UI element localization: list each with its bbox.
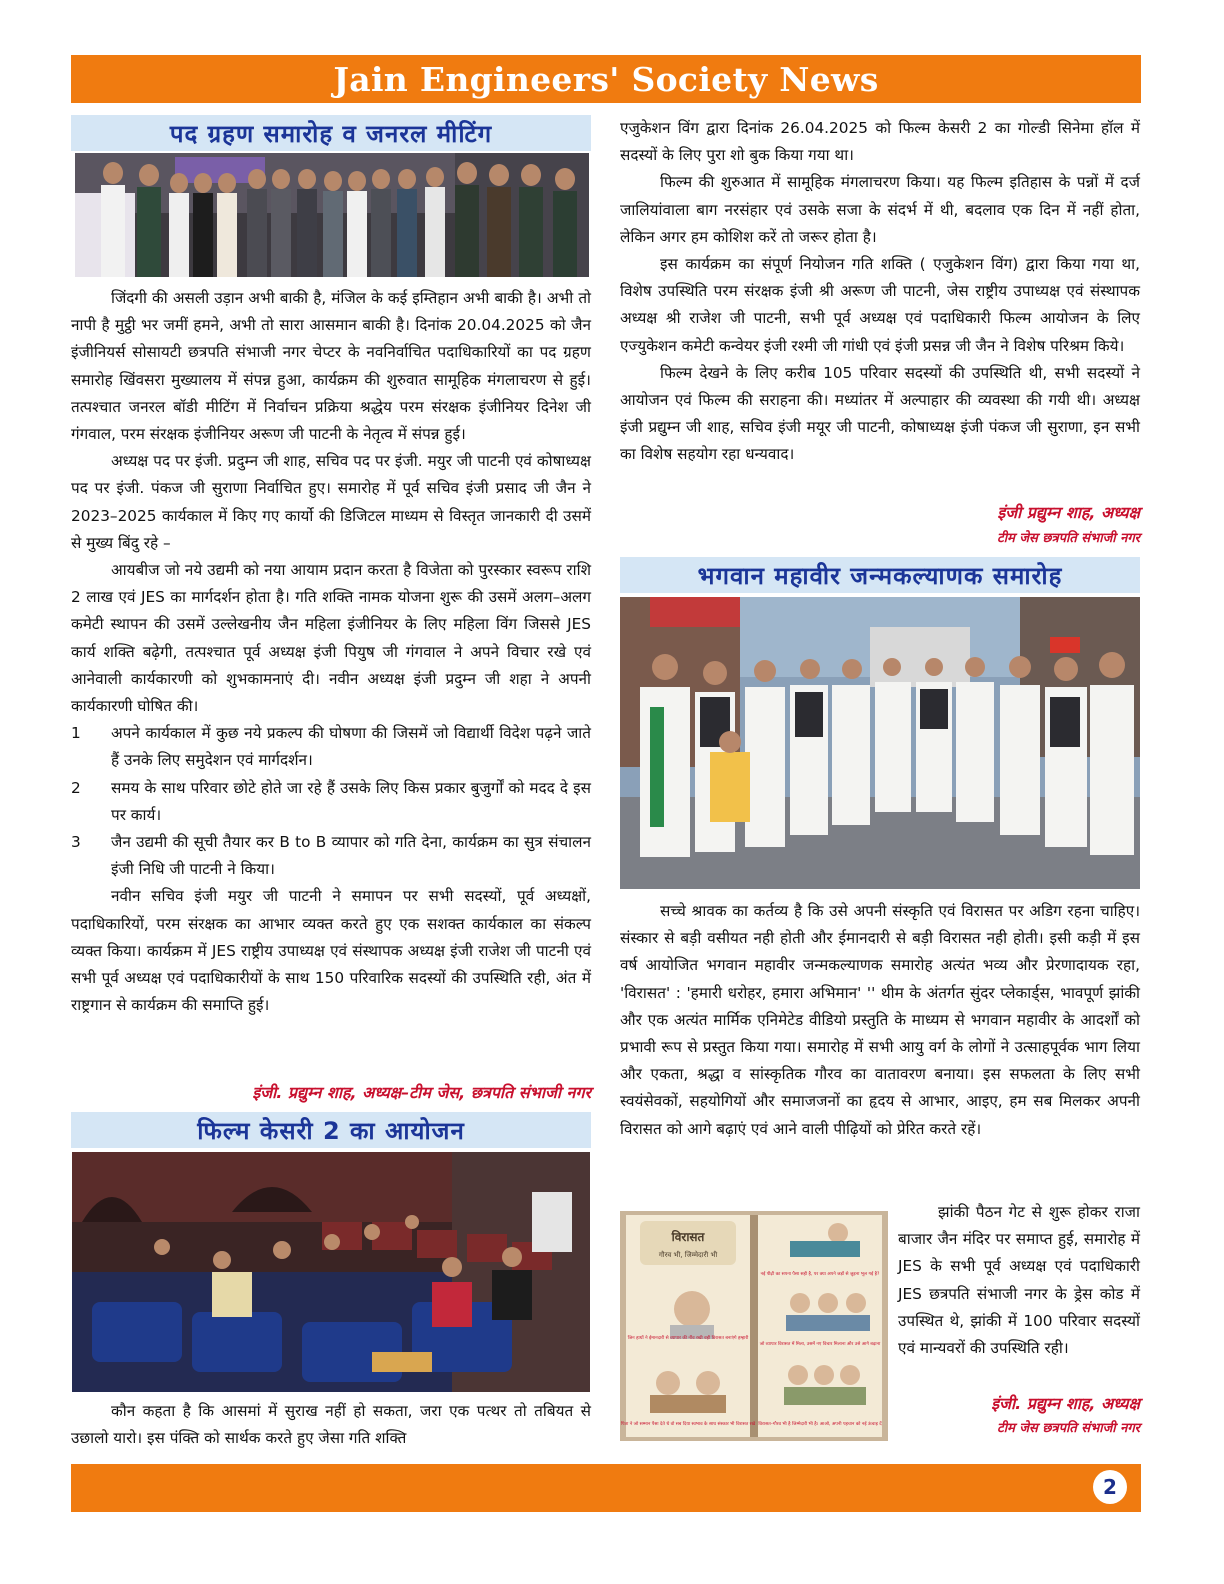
list-item — [71, 720, 591, 774]
article-paragraph: जिंदगी की असली उड़ान अभी बाकी है, मंजिल के कई इम्तिहान अभी बाकी है। अभी तो नापी है मुट्ठी भर जमीं हमने, अभी तो सारा आसमान बाकी है। दिनांक 20.04.2025 को जैन इंजीनियर्स सोसायटी छत्रपति संभाजी नगर चेप्टर के नवनिर्वाचित पदाधिकारियों का पद ग्रहण समारोह खिंवसरा मुख्यालय में संपन्न हुआ, कार्यक्रम की शुरुवात सामूहिक मंगलाचरण से हुई। तत्पश्चात जनरल बॉडी मीटिंग में निर्वाचन प्रक्रिया श्रद्धेय परम संरक्षक इंजीनियर दिनेश जी गंगवाल, परम संरक्षक इंजीनियर अरूण जी पाटनी के नेतृत्व में संपन्न हुई। — [71, 289, 591, 444]
footer-bar — [71, 1464, 1141, 1512]
installation-signature — [71, 1081, 591, 1103]
photo-cinema-hall — [72, 1152, 590, 1392]
section-title-text: भगवान महावीर जन्मकल्याणक समारोह — [697, 561, 1063, 590]
article-paragraph: आयबीज जो नये उद्यमी को नया आयाम प्रदान करता है विजेता को पुरस्कार स्वरूप राशि 2 लाख एवं JES का मार्गदर्शन होता है। गति शक्ति नामक योजना शुरू की उसमें अलग–अलग कमेटी स्थापन की उसमें उल्लेखनीय जैन महिला इंजीनियर के लिए महिला विंग जिससे JES कार्य शक्ति बढ़ेगी, तत्पश्चात पूर्व अध्यक्ष इंजी पियुष जी गंगवाल ने अपने विचार रखे एवं आनेवाली कार्यकारणी को शुभकामनाएं दी। नवीन अध्यक्ष इंजी प्रदुम्न जी शहा ने अपनी कार्यकारणी घोषित की। — [71, 561, 591, 716]
film-signature — [620, 500, 1140, 552]
section-title-film — [71, 1112, 591, 1148]
photo-procession-group — [620, 597, 1140, 889]
list-text: जैन उद्यमी की सूची तैयार कर B to B व्यापार को गति देना, कार्यक्रम का सुत्र संचालन इंजी निधि जी पाटनी ने किया। — [111, 833, 591, 879]
article-paragraph: नवीन सचिव इंजी मयुर जी पाटनी ने समापन पर सभी सदस्यों, पूर्व अध्यक्षों, पदाधिकारियों, परम संरक्षक का आभार व्यक्त करते हुए एक सशक्त कार्यकाल का संकल्प व्यक्त किया। कार्यक्रम में JES राष्ट्रीय उपाध्यक्ष एवं संस्थापक अध्यक्ष इंजी राजेश जी पाटनी एवं सभी पूर्व अध्यक्ष एवं पदाधिकारीयों के साथ 150 परिवारिक सदस्यों की उपस्थिति रही, अंत में राष्ट्रगान से कार्यक्रम की समाप्ति हुई। — [71, 887, 591, 1015]
signature-name: इंजी. प्रद्युम्न शाह, अध्यक्ष — [991, 1394, 1140, 1413]
list-number: 2 — [71, 778, 81, 797]
masthead-title: Jain Engineers' Society News — [333, 59, 879, 99]
article-paragraph: एजुकेशन विंग द्वारा दिनांक 26.04.2025 को फिल्म केसरी 2 का गोल्डी सिनेमा हॉल में सदस्यों के लिए पुरा शो बुक किया गया था। — [620, 119, 1140, 165]
signature-name: इंजी प्रद्युम्न शाह, अध्यक्ष — [997, 503, 1140, 522]
placard-caption: नई पीढ़ी का सपना पैसा सही है, पर क्या अपने जड़ों से जुड़ना भूल गई है? — [760, 1272, 880, 1277]
list-text: समय के साथ परिवार छोटे होते जा रहे हैं उसके लिए किस प्रकार बुजुर्गों को मदद दे इस पर कार्य। — [111, 778, 591, 824]
article-paragraph: कौन कहता है कि आसमां में सुराख नहीं हो सकता, जरा एक पत्थर तो तबियत से उछालो यारो। इस पंक्ति को सार्थक करते हुए जेसा गति शक्ति — [71, 1402, 591, 1448]
masthead-bar — [71, 55, 1141, 103]
mahavir-side-article — [898, 1199, 1140, 1362]
article-paragraph: फिल्म देखने के लिए करीब 105 परिवार सदस्यों की उपस्थिति थी, सभी सदस्यों ने आयोजन एवं फिल्म की सराहना की। मध्यांतर में अल्पाहार की व्यवस्था की गयी थी। अध्यक्ष इंजी प्रद्युम्न जी शाह, सचिव इंजी मयूर जी पाटनी, कोषाध्यक्ष इंजी पंकज जी सुराणा, इन सभी का विशेष सहयोग रहा धन्यवाद। — [620, 363, 1140, 464]
signature-team: टीम जेस छत्रपति संभाजी नगर — [997, 1421, 1140, 1436]
section-title-mahavir — [620, 557, 1140, 593]
signature-team: टीम जेस छत्रपति संभाजी नगर — [997, 531, 1140, 546]
placard-heritage — [620, 1211, 888, 1441]
initiatives-list — [71, 720, 591, 883]
installation-article — [71, 285, 591, 1019]
list-item — [71, 775, 591, 829]
article-paragraph: इस कार्यक्रम का संपूर्ण नियोजन गति शक्ति ( एजुकेशन विंग) द्वारा किया गया था, विशेष उपस्थिति परम संरक्षक इंजी श्री अरूण जी पाटनी, जेस राष्ट्रीय उपाध्यक्ष एवं संस्थापक अध्यक्ष श्री राजेश जी पाटनी, सभी पूर्व अध्यक्ष एवं पदाधिकारी फिल्म आयोजन के लिए एज्युकेशन कमेटी कन्वेयर इंजी रश्मी जी गांधी एवं इंजी प्रसन्न जी जैन ने विशेष परिश्रम किये। — [620, 255, 1140, 355]
placard-caption: पिता ने जो सम्मान पैसा देते थे वो सब दिया स्वभाव के साथ संस्कार भी विरासत रखे — [620, 1422, 756, 1427]
section-title-installation — [71, 115, 591, 151]
section-title-text: पद ग्रहण समारोह व जनरल मीटिंग — [169, 119, 493, 148]
article-paragraph: फिल्म की शुरुआत में सामूहिक मंगलाचरण किया। यह फिल्म इतिहास के पन्नों में दर्ज जालियांवाला बाग नरसंहार एवं उसके सजा के संदर्भ में थी, बदलाव एक दिन में नहीं होता, लेकिन अगर हम कोशिश करें तो जरूर होता है। — [620, 173, 1140, 246]
mahavir-article — [620, 898, 1140, 1143]
page-number: 2 — [1093, 1470, 1127, 1504]
signature-text: इंजी. प्रद्युम्न शाह, अध्यक्ष–टीम जेस, छत्रपति संभाजी नगर — [252, 1083, 591, 1102]
placard-subheading: गौरव भी, जिम्मेदारी भी — [658, 1251, 718, 1259]
mahavir-signature — [898, 1391, 1140, 1441]
placard-caption: विरासत–गौरव भी है जिम्मेदारी भी है। आओ, अपनी पहचान को नई ऊंचाइ दें — [758, 1422, 882, 1427]
article-paragraph: झांकी पैठन गेट से शुरू होकर राजा बाजार जैन मंदिर पर समाप्त हुई, समारोह में JES के सभी पूर्व अध्यक्ष एवं पदाधिकारी JES छत्रपति संभाजी नगर के ड्रेस कोड में उपस्थित थे, झांकी में 100 परिवार सदस्यों एवं मान्यवरों की उपस्थिति रही। — [898, 1203, 1140, 1358]
list-number: 3 — [71, 833, 81, 852]
placard-caption: जिन हाथों ने ईमानदारी से व्यापार की नींव रखी वही विरासत बनाएंगे हम्हारी — [627, 1336, 749, 1341]
list-number: 1 — [71, 724, 81, 743]
film-article-continued — [620, 115, 1140, 469]
list-text: अपने कार्यकाल में कुछ नये प्रकल्प की घोषणा की जिसमें जो विद्यार्थी विदेश पढ़ने जाते हैं उनके लिए समुदेशन एवं मार्गदर्शन। — [111, 724, 591, 770]
placard-heading: विरासत — [671, 1230, 705, 1244]
film-article-intro — [71, 1398, 591, 1452]
placard-caption: जो व्यापार विरासत में मिला, उसमें नए विचार मिलाना और उसे आगे बढ़ाना — [759, 1342, 881, 1347]
article-paragraph: अध्यक्ष पद पर इंजी. प्रदुम्न जी शाह, सचिव पद पर इंजी. मयुर जी पाटनी एवं कोषाध्यक्ष पद पर इंजी. पंकज जी सुराणा निर्वाचित हुए। समारोह में पूर्व सचिव इंजी प्रसाद जी जैन ने 2023–2025 कार्यकाल में किए गए कार्यो की डिजिटल माध्यम से विस्तृत जानकारी दी उसमें से मुख्य बिंदु रहे – — [71, 452, 591, 552]
section-title-text: फिल्म केसरी 2 का आयोजन — [197, 1116, 465, 1145]
list-item — [71, 829, 591, 883]
article-paragraph: सच्चे श्रावक का कर्तव्य है कि उसे अपनी संस्कृति एवं विरासत पर अडिग रहना चाहिए। संस्कार से बड़ी वसीयत नही होती और ईमानदारी से बड़ी विरासत नही होती। इसी कड़ी में इस वर्ष आयोजित भगवान महावीर जन्मकल्याणक समारोह अत्यंत भव्य और प्रेरणादायक रहा, 'विरासत' : 'हमारी धरोहर, हमारा अभिमान' '' थीम के अंतर्गत सुंदर प्लेकार्ड्स, भावपूर्ण झांकी और एक अत्यंत मार्मिक एनिमेटेड वीडियो प्रस्तुति के माध्यम से भगवान महावीर के आदर्शों को प्रभावी रूप से प्रस्तुत किया गया। समारोह में सभी आयु वर्ग के लोगों ने उत्साहपूर्वक भाग लिया और एकता, श्रद्धा व सांस्कृतिक गौरव का वातावरण बनाया। इस सफलता के लिए सभी स्वयंसेवकों, सहयोगियों और समाजजनों का हृदय से आभार, आइए, हम सब मिलकर अपनी विरासत को आगे बढ़ाएं एवं आने वाली पीढ़ियों को प्रेरित करते रहें। — [620, 902, 1140, 1138]
photo-group-stage — [75, 153, 589, 277]
